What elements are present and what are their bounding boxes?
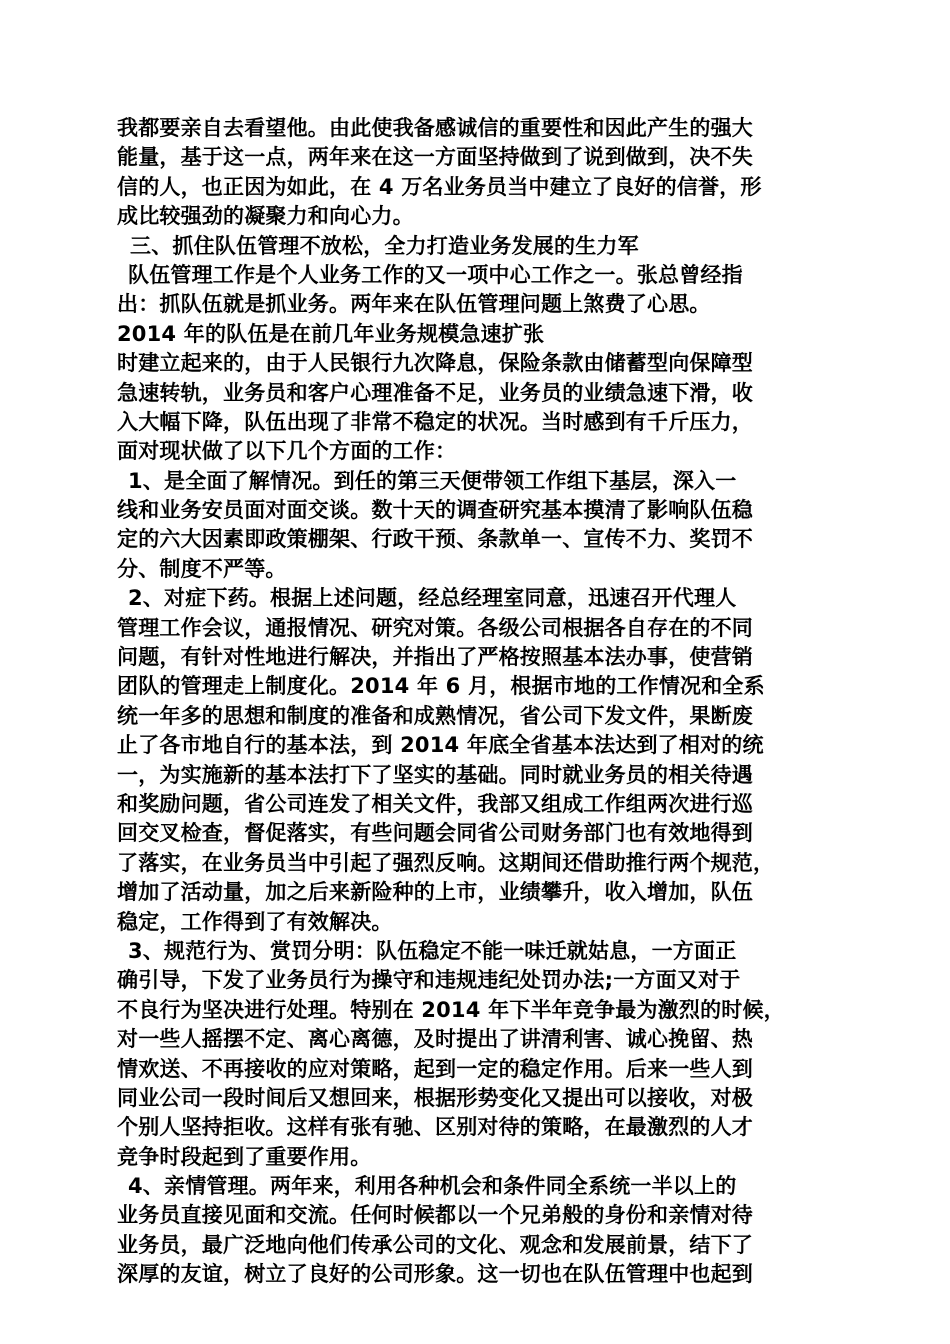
- list-item-2: 2、对症下药。根据上述问题，经总经理室同意，迅速召开代理人: [128, 586, 737, 611]
- text-line: 回交叉检查，督促落实，有些问题会同省公司财务部门也有效地得到: [117, 821, 753, 846]
- text-line: 团队的管理走上制度化。2014 年 6 月，根据市地的工作情况和全系: [117, 674, 765, 699]
- text-line: 线和业务安员面对面交谈。数十天的调查研究基本摸清了影响队伍稳: [117, 498, 753, 523]
- text-line: 止了各市地自行的基本法，到 2014 年底全省基本法达到了相对的统: [117, 733, 764, 758]
- document-body: [117, 114, 847, 1290]
- text-line: 稳定，工作得到了有效解决。: [117, 909, 393, 934]
- text-line: 管理工作会议，通报情况、研究对策。各级公司根据各自存在的不同: [117, 615, 753, 640]
- text-line: 情欢送、不再接收的应对策略，起到一定的稳定作用。后来一些人到: [117, 1056, 753, 1081]
- text-line: 对一些人摇摆不定、离心离德，及时提出了讲清利害、诚心挽留、热: [117, 1027, 753, 1052]
- text-line: 不良行为坚决进行处理。特别在 2014 年下半年竞争最为激烈的时候，: [117, 997, 785, 1022]
- text-line: 业务员，最广泛地向他们传承公司的文化、观念和发展前景，结下了: [117, 1232, 753, 1257]
- text-line: 面对现状做了以下几个方面的工作：: [117, 439, 457, 464]
- text-line: 信的人，也正因为如此，在 4 万名业务员当中建立了良好的信誉，形: [117, 174, 762, 199]
- text-line: 能量，基于这一点，两年来在这一方面坚持做到了说到做到，决不失: [117, 145, 753, 170]
- text-line: 出：抓队伍就是抓业务。两年来在队伍管理问题上煞费了心思。: [117, 292, 711, 317]
- text-line: 定的六大因素即政策棚架、行政干预、条款单一、宣传不力、奖罚不: [117, 527, 753, 552]
- text-line: 个别人坚持拒收。这样有张有驰、区别对待的策略，在最激烈的人才: [117, 1115, 753, 1140]
- text-line: 队伍管理工作是个人业务工作的又一项中心工作之一。张总曾经指: [128, 262, 743, 287]
- section-heading: 三、抓住队伍管理不放松，全力打造业务发展的生力军: [130, 233, 639, 258]
- text-line: 同业公司一段时间后又想回来，根据形势变化又提出可以接收，对极: [117, 1085, 753, 1110]
- text-line: 成比较强劲的凝聚力和向心力。: [117, 204, 414, 229]
- text-line: 一，为实施新的基本法打下了坚实的基础。同时就业务员的相关待遇: [117, 762, 753, 787]
- text-line: 分、制度不严等。: [117, 556, 287, 581]
- list-item-4: 4、亲情管理。两年来，利用各种机会和条件同全系统一半以上的: [128, 1174, 737, 1199]
- list-item-1: 1、是全面了解情况。到任的第三天便带领工作组下基层，深入一: [128, 468, 737, 493]
- text-line: 问题，有针对性地进行解决，并指出了严格按照基本法办事，使营销: [117, 645, 753, 670]
- text-line: 2014 年的队伍是在前几年业务规模急速扩张: [117, 321, 545, 346]
- text-line: 深厚的友谊，树立了良好的公司形象。这一切也在队伍管理中也起到: [117, 1262, 753, 1287]
- text-line: 竞争时段起到了重要作用。: [117, 1144, 372, 1169]
- text-line: 时建立起来的，由于人民银行九次降息，保险条款由储蓄型向保障型: [117, 351, 753, 376]
- text-line: 确引导，下发了业务员行为操守和违规违纪处罚办法;一方面又对于: [117, 968, 741, 993]
- text-line: 业务员直接见面和交流。任何时候都以一个兄弟般的身份和亲情对待: [117, 1203, 753, 1228]
- text-line: 急速转轨，业务员和客户心理准备不足，业务员的业绩急速下滑，收: [117, 380, 753, 405]
- text-line: 增加了活动量，加之后来新险种的上市，业绩攀升，收入增加，队伍: [117, 880, 753, 905]
- text-line: 统一年多的思想和制度的准备和成熟情况，省公司下发文件，果断废: [117, 703, 753, 728]
- text-line: 和奖励问题，省公司连发了相关文件，我部又组成工作组两次进行巡: [117, 791, 753, 816]
- list-item-3: 3、规范行为、赏罚分明：队伍稳定不能一味迁就姑息，一方面正: [128, 938, 737, 963]
- text-line: 了落实，在业务员当中引起了强烈反响。这期间还借助推行两个规范，: [117, 850, 775, 875]
- text-line: 我都要亲自去看望他。由此使我备感诚信的重要性和因此产生的强大: [117, 116, 753, 140]
- text-line: 入大幅下降，队伍出现了非常不稳定的状况。当时感到有千斤压力，: [117, 409, 753, 434]
